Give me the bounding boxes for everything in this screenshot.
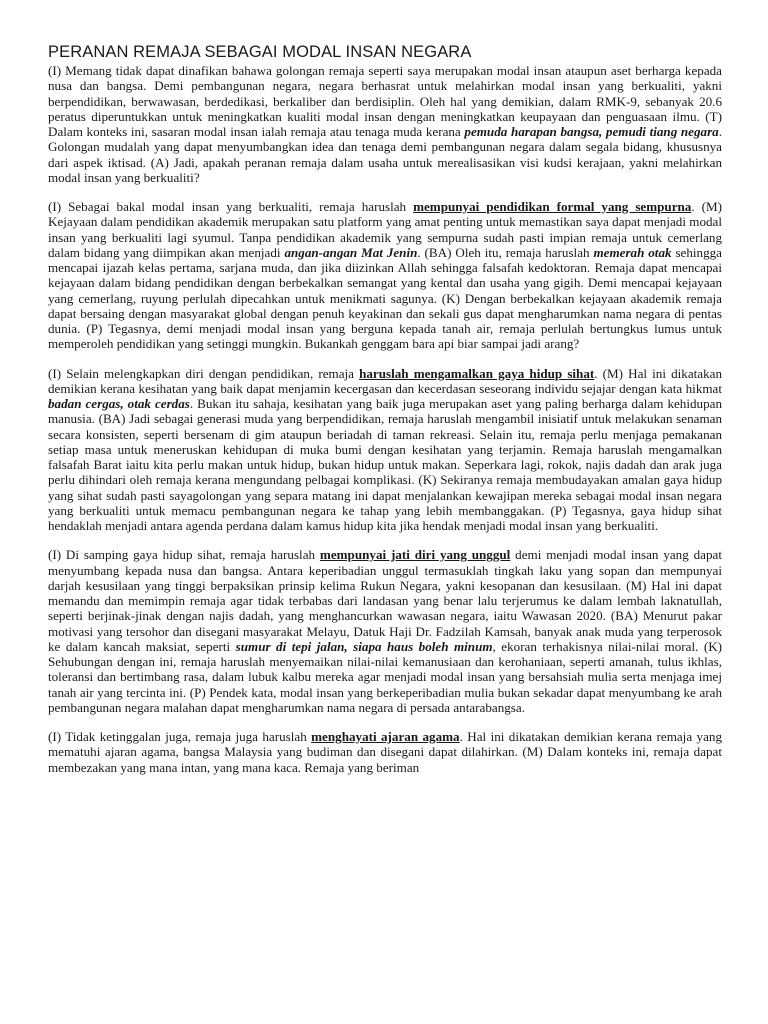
paragraph-text: . (M) Hal ini dikatakan demikian kerana kesihatan yang baik dapat menjamin kecergasan dan kecerdasan seseorang individu sejajar dengan kata hikmat [48, 365, 723, 396]
peribahasa-text: sumur di tepi jalan, siapa haus boleh minum [235, 638, 493, 654]
paragraph-text: (I) Sebagai bakal modal insan yang berkualiti, remaja haruslah [48, 199, 414, 214]
peribahasa-text: memerah otak [593, 244, 672, 260]
paragraph-text: sehingga mencapai ijazah kelas pertama, sarjana muda, dan jika diizinkan Allah sehingga falsafah kedoktoran. Remaja dapat mencapai kejayaan dalam bidang pendidikan dengan berbekalkan semangat yang kental dan usaha yang gigih. Demi mencapai kejayaan yang cemerlang, ruyung perlulah dipecahkan untuk menikmati sagunya. (K) Dengan berbekalkan kejayaan akademik remaja dapat bersaing dengan masyarakat global dengan penuh keyakinan dan sekali gus dapat mengharumkan nama negara di pentas dunia. (P) Tegasnya, demi menjadi modal insan yang berguna kepada tanah air, remaja perlulah bertungkus lumus untuk memperoleh pendidikan yang setinggi mungkin. Bukankah genggam bara api biar sampai jadi arang? [48, 244, 722, 352]
paragraph [48, 366, 722, 534]
peribahasa-text: pemuda harapan bangsa, pemudi tiang negara [464, 124, 719, 139]
paragraph-text: . Bukan itu sahaja, kesihatan yang baik juga merupakan aset yang paling berharga dalam kehidupan manusia. (BA) Jadi sebagai generasi muda yang berpendidikan, remaja haruslah mengambil inisiatif untuk melakukan senaman secara konsisten, seperti bersenam di gim ataupun beriadah di taman rekreasi. Selain itu, remaja perlu menjaga pemakanan setiap masa untuk meneruskan kehidupan di muka bumi dengan kesihatan yang terjamin. Remaja haruslah mengamalkan falsafah Barat iaitu kita perlu makan untuk hidup, bukan hidup untuk makan. Seperkara lagi, rokok, najis dadah dan arak juga perlu dihindari oleh remaja kerana mengundang pelbagai komplikasi. (K) Sekiranya remaja membudayakan amalan gaya hidup yang sihat sudah pasti sayagolongan yang separa matang ini dapat menjalankan kewajipan mereka sebagai modal insan negara yang berkualiti untuk memacu pembangunan negara ke tahap yang lebih membanggakan. (P) Tegasnya, gaya hidup sihat hendaklah menjadi antara agenda perdana dalam kamus hidup kita jika hendak menjadi modal insan yang berkualiti. [48, 396, 722, 533]
paragraph-text: demi menjadi modal insan yang dapat menyumbang kepada nusa dan bangsa. Antara keperibadian unggul termasuklah tingkah laku yang sopan dan mempunyai darjah kesusilaan yang tinggi berpaksikan prinsip kelima Rukun Negara, yakni kesopanan dan kesusilaan. (M) Hal ini dapat memandu dan memimpin remaja agar tidak terbabas dari landasan yang benar lalu terjerumus ke dalam lembah laknatullah, seperti berjinak-jinak dengan najis dadah, yang menghancurkan wawasan negara, iaitu Wawasan 2020. (BA) Menurut pakar motivasi yang tersohor dan disegani masyarakat Melayu, Datuk Haji Dr. Fadzilah Kamsah, banyak anak muda yang terperosok ke dalam kancah maksiat, seperti [48, 547, 722, 654]
document-body [48, 63, 722, 789]
peribahasa-text: angan-angan Mat Jenin [284, 244, 418, 260]
paragraph [48, 199, 722, 352]
paragraph-text: . Golongan mudalah yang dapat menyumbangkan idea dan tenaga demi pembangunan negara dalam segala bidang, khususnya dari aspek iktisad. (A) Jadi, apakah peranan remaja dalam usaha untuk merealisasikan visi kudsi kerajaan, yakni melahirkan modal insan yang berkualiti? [48, 124, 722, 185]
paragraph [48, 547, 722, 715]
paragraph-text: . (M) Kejayaan dalam pendidikan akademik merupakan satu platform yang amat penting untuk memastikan saya dapat menjadi modal insan yang berkualiti lagi syumul. Tanpa pendidikan akademik yang sempurna sudah pasti impian remaja untuk cemerlang dalam bidang yang diimpikan akan menjadi [48, 199, 722, 260]
key-point-text: menghayati ajaran agama [311, 729, 460, 744]
peribahasa-text: badan cergas, otak cerdas [48, 396, 190, 411]
paragraph [48, 63, 722, 185]
key-point-text: haruslah mengamalkan gaya hidup sihat [359, 365, 595, 381]
paragraph-text: . Hal ini dikatakan demikian kerana remaja yang mematuhi ajaran agama, bangsa Malaysia yang budiman dan disegani dapat dilahirkan. (M) Dalam konteks ini, remaja dapat membezakan yang mana intan, yang mana kaca. Remaja yang beriman [48, 729, 722, 775]
document-title: PERANAN REMAJA SEBAGAI MODAL INSAN NEGARA [48, 43, 472, 61]
key-point-text: mempunyai jati diri yang unggul [319, 547, 511, 563]
paragraph-text: , ekoran terhakisnya nilai-nilai moral. (K) Sehubungan dengan ini, remaja haruslah menyemaikan nilai-nilai kemanusiaan dan kerohaniaan, seperti amanah, tulus ikhlas, toleransi dan bertimbang rasa, dalam lubuk kalbu mereka agar menjadi modal insan yang bersahsiah mulia serta menjaga imej tanah air yang tercinta ini. (P) Pendek kata, modal insan yang berkeperibadian mulia bukan sekadar dapat menyumbang ke arah pembangunan negara malahan dapat mengharumkan nama negara di persada antarabangsa. [48, 638, 723, 715]
paragraph [48, 729, 722, 775]
paragraph-text: (I) Di samping gaya hidup sihat, remaja haruslah [48, 547, 320, 563]
paragraph-text: (I) Selain melengkapkan diri dengan pendidikan, remaja [48, 365, 360, 381]
paragraph-text: (I) Memang tidak dapat dinafikan bahawa golongan remaja seperti saya merupakan modal insan ataupun aset berharga kepada nusa dan bangsa. Demi pembangunan negara, negara berhasrat untuk melahirkan modal insan yang berkualiti, yakni berpendidikan, berwawasan, berdedikasi, berkaliber dan berdisiplin. Oleh hal yang demikian, dalam RMK-9, sebanyak 20.6 peratus diperuntukkan untuk meningkatkan kualiti modal insan dengan meningkatkan keupayaan dan penguasaan ilmu. (T) Dalam konteks ini, sasaran modal insan ialah remaja atau tenaga muda kerana [48, 63, 722, 139]
paragraph-text: (I) Tidak ketinggalan juga, remaja juga haruslah [48, 729, 312, 744]
paragraph-text: . (BA) Oleh itu, remaja haruslah [417, 244, 594, 260]
key-point-text: mempunyai pendidikan formal yang sempurna [413, 199, 692, 214]
